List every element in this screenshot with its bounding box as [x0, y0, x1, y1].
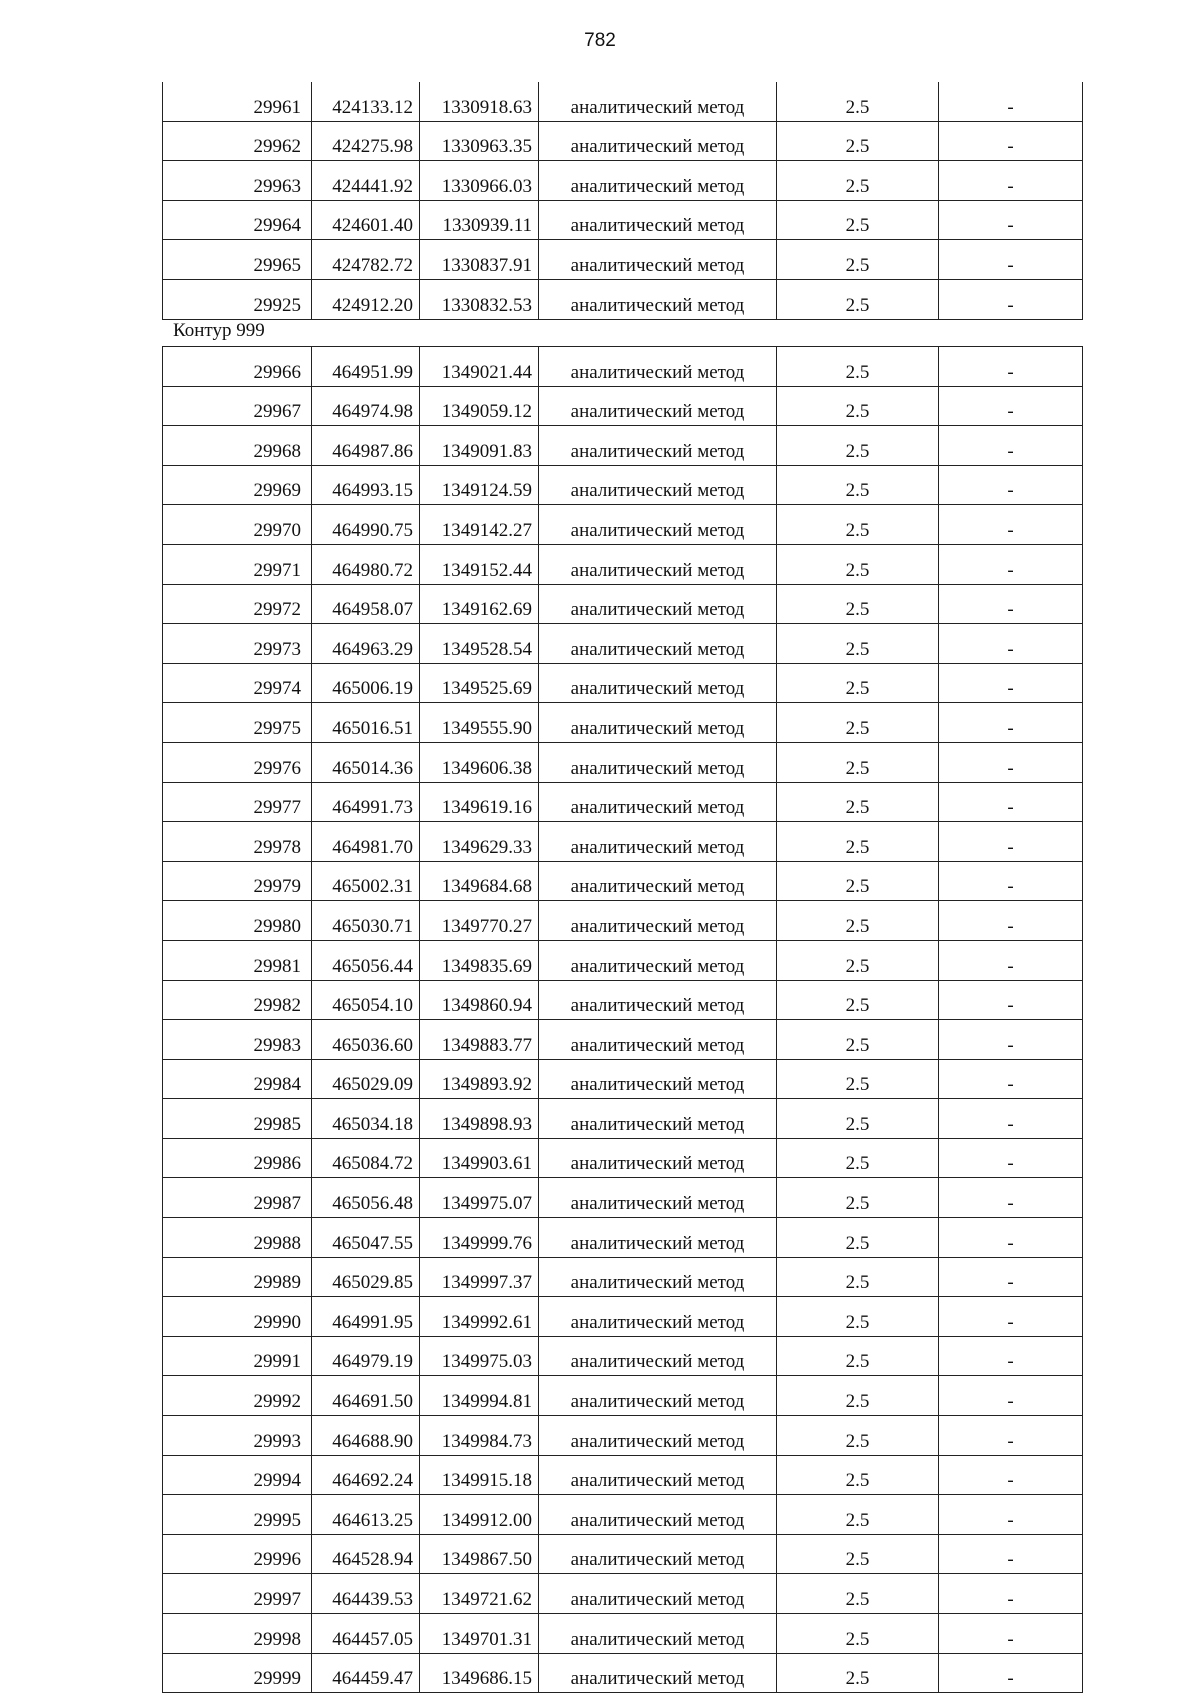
table-row: [163, 1376, 1083, 1416]
note-cell: -: [939, 1099, 1083, 1139]
note-cell: -: [939, 1455, 1083, 1495]
y-coordinate-cell: 1349525.69: [420, 663, 539, 703]
accuracy-cell: 2.5: [777, 1059, 939, 1099]
y-coordinate-cell: 1349915.18: [420, 1455, 539, 1495]
x-coordinate-cell: 424133.12: [312, 82, 420, 121]
method-cell: аналитический метод: [539, 584, 777, 624]
point-number-cell: 29997: [163, 1574, 312, 1614]
accuracy-cell: 2.5: [777, 901, 939, 941]
y-coordinate-cell: 1349619.16: [420, 782, 539, 822]
accuracy-cell: 2.5: [777, 703, 939, 743]
y-coordinate-cell: 1349162.69: [420, 584, 539, 624]
method-cell: аналитический метод: [539, 1020, 777, 1060]
x-coordinate-cell: 465036.60: [312, 1020, 420, 1060]
note-cell: -: [939, 663, 1083, 703]
contour-label: Контур 999: [173, 320, 265, 341]
note-cell: -: [939, 1218, 1083, 1258]
x-coordinate-cell: 465056.48: [312, 1178, 420, 1218]
table-row: [163, 742, 1083, 782]
point-number-cell: 29999: [163, 1653, 312, 1693]
x-coordinate-cell: 464958.07: [312, 584, 420, 624]
y-coordinate-cell: 1349629.33: [420, 822, 539, 862]
point-number-cell: 29972: [163, 584, 312, 624]
y-coordinate-cell: 1330966.03: [420, 161, 539, 201]
method-cell: аналитический метод: [539, 1138, 777, 1178]
table-row: [163, 1653, 1083, 1693]
point-number-cell: 29925: [163, 279, 312, 319]
x-coordinate-cell: 464981.70: [312, 822, 420, 862]
table-row: [163, 121, 1083, 161]
y-coordinate-cell: 1349903.61: [420, 1138, 539, 1178]
y-coordinate-cell: 1349770.27: [420, 901, 539, 941]
table-row: [163, 1336, 1083, 1376]
point-number-cell: 29967: [163, 386, 312, 426]
point-number-cell: 29964: [163, 200, 312, 240]
point-number-cell: 29971: [163, 544, 312, 584]
method-cell: аналитический метод: [539, 703, 777, 743]
x-coordinate-cell: 465054.10: [312, 980, 420, 1020]
point-number-cell: 29976: [163, 742, 312, 782]
x-coordinate-cell: 464991.73: [312, 782, 420, 822]
table-row: [163, 1138, 1083, 1178]
table-row: [163, 1574, 1083, 1614]
accuracy-cell: 2.5: [777, 742, 939, 782]
note-cell: -: [939, 1495, 1083, 1535]
y-coordinate-cell: 1349684.68: [420, 861, 539, 901]
accuracy-cell: 2.5: [777, 426, 939, 466]
note-cell: -: [939, 861, 1083, 901]
method-cell: аналитический метод: [539, 121, 777, 161]
x-coordinate-cell: 465034.18: [312, 1099, 420, 1139]
table-row: [163, 1416, 1083, 1456]
method-cell: аналитический метод: [539, 279, 777, 319]
y-coordinate-cell: 1349898.93: [420, 1099, 539, 1139]
point-number-cell: 29975: [163, 703, 312, 743]
accuracy-cell: 2.5: [777, 940, 939, 980]
accuracy-cell: 2.5: [777, 121, 939, 161]
table-row: [163, 426, 1083, 466]
accuracy-cell: 2.5: [777, 861, 939, 901]
accuracy-cell: 2.5: [777, 782, 939, 822]
accuracy-cell: 2.5: [777, 980, 939, 1020]
point-number-cell: 29979: [163, 861, 312, 901]
note-cell: -: [939, 1138, 1083, 1178]
note-cell: -: [939, 1534, 1083, 1574]
method-cell: аналитический метод: [539, 1653, 777, 1693]
table-row: [163, 1020, 1083, 1060]
x-coordinate-cell: 464457.05: [312, 1614, 420, 1654]
point-number-cell: 29978: [163, 822, 312, 862]
note-cell: -: [939, 584, 1083, 624]
method-cell: аналитический метод: [539, 161, 777, 201]
coordinates-table-contour-999-body: [163, 347, 1083, 1693]
coordinates-table-top-body: [163, 82, 1083, 319]
method-cell: аналитический метод: [539, 1059, 777, 1099]
point-number-cell: 29961: [163, 82, 312, 121]
coordinates-table-contour-999: [162, 346, 1083, 1693]
y-coordinate-cell: 1349152.44: [420, 544, 539, 584]
x-coordinate-cell: 465030.71: [312, 901, 420, 941]
note-cell: -: [939, 822, 1083, 862]
table-row: [163, 279, 1083, 319]
method-cell: аналитический метод: [539, 742, 777, 782]
note-cell: -: [939, 742, 1083, 782]
accuracy-cell: 2.5: [777, 1574, 939, 1614]
y-coordinate-cell: 1330939.11: [420, 200, 539, 240]
table-row: [163, 1495, 1083, 1535]
table-row: [163, 584, 1083, 624]
table-row: [163, 1099, 1083, 1139]
method-cell: аналитический метод: [539, 1336, 777, 1376]
x-coordinate-cell: 464688.90: [312, 1416, 420, 1456]
x-coordinate-cell: 424782.72: [312, 240, 420, 280]
y-coordinate-cell: 1349835.69: [420, 940, 539, 980]
note-cell: -: [939, 624, 1083, 664]
note-cell: -: [939, 240, 1083, 280]
x-coordinate-cell: 464528.94: [312, 1534, 420, 1574]
point-number-cell: 29987: [163, 1178, 312, 1218]
accuracy-cell: 2.5: [777, 1534, 939, 1574]
method-cell: аналитический метод: [539, 1495, 777, 1535]
note-cell: -: [939, 901, 1083, 941]
method-cell: аналитический метод: [539, 822, 777, 862]
method-cell: аналитический метод: [539, 901, 777, 941]
table-row: [163, 1059, 1083, 1099]
y-coordinate-cell: 1349994.81: [420, 1376, 539, 1416]
x-coordinate-cell: 424601.40: [312, 200, 420, 240]
table-row: [163, 703, 1083, 743]
point-number-cell: 29965: [163, 240, 312, 280]
table-row: [163, 663, 1083, 703]
table-row: [163, 505, 1083, 545]
accuracy-cell: 2.5: [777, 386, 939, 426]
note-cell: -: [939, 1020, 1083, 1060]
method-cell: аналитический метод: [539, 1257, 777, 1297]
note-cell: -: [939, 1376, 1083, 1416]
method-cell: аналитический метод: [539, 465, 777, 505]
table-row: [163, 1534, 1083, 1574]
x-coordinate-cell: 465029.09: [312, 1059, 420, 1099]
x-coordinate-cell: 464963.29: [312, 624, 420, 664]
accuracy-cell: 2.5: [777, 1495, 939, 1535]
y-coordinate-cell: 1349860.94: [420, 980, 539, 1020]
table-row: [163, 1178, 1083, 1218]
table-row: [163, 1614, 1083, 1654]
y-coordinate-cell: 1349912.00: [420, 1495, 539, 1535]
y-coordinate-cell: 1349992.61: [420, 1297, 539, 1337]
accuracy-cell: 2.5: [777, 1653, 939, 1693]
accuracy-cell: 2.5: [777, 822, 939, 862]
accuracy-cell: 2.5: [777, 200, 939, 240]
note-cell: -: [939, 82, 1083, 121]
table-row: [163, 901, 1083, 941]
x-coordinate-cell: 464691.50: [312, 1376, 420, 1416]
table-row: [163, 1297, 1083, 1337]
method-cell: аналитический метод: [539, 782, 777, 822]
point-number-cell: 29977: [163, 782, 312, 822]
y-coordinate-cell: 1330918.63: [420, 82, 539, 121]
x-coordinate-cell: 464987.86: [312, 426, 420, 466]
y-coordinate-cell: 1349124.59: [420, 465, 539, 505]
y-coordinate-cell: 1349021.44: [420, 347, 539, 387]
note-cell: -: [939, 782, 1083, 822]
note-cell: -: [939, 703, 1083, 743]
accuracy-cell: 2.5: [777, 1297, 939, 1337]
table-row: [163, 240, 1083, 280]
accuracy-cell: 2.5: [777, 544, 939, 584]
y-coordinate-cell: 1349997.37: [420, 1257, 539, 1297]
x-coordinate-cell: 465029.85: [312, 1257, 420, 1297]
method-cell: аналитический метод: [539, 82, 777, 121]
y-coordinate-cell: 1330832.53: [420, 279, 539, 319]
accuracy-cell: 2.5: [777, 624, 939, 664]
method-cell: аналитический метод: [539, 1574, 777, 1614]
accuracy-cell: 2.5: [777, 505, 939, 545]
table-row: [163, 624, 1083, 664]
method-cell: аналитический метод: [539, 1297, 777, 1337]
x-coordinate-cell: 464613.25: [312, 1495, 420, 1535]
note-cell: -: [939, 386, 1083, 426]
note-cell: -: [939, 1653, 1083, 1693]
table-row: [163, 347, 1083, 387]
method-cell: аналитический метод: [539, 1455, 777, 1495]
note-cell: -: [939, 426, 1083, 466]
accuracy-cell: 2.5: [777, 279, 939, 319]
table-row: [163, 82, 1083, 121]
x-coordinate-cell: 464993.15: [312, 465, 420, 505]
x-coordinate-cell: 465002.31: [312, 861, 420, 901]
note-cell: -: [939, 1178, 1083, 1218]
method-cell: аналитический метод: [539, 1534, 777, 1574]
point-number-cell: 29988: [163, 1218, 312, 1258]
table-row: [163, 822, 1083, 862]
accuracy-cell: 2.5: [777, 82, 939, 121]
point-number-cell: 29996: [163, 1534, 312, 1574]
note-cell: -: [939, 544, 1083, 584]
note-cell: -: [939, 279, 1083, 319]
accuracy-cell: 2.5: [777, 1178, 939, 1218]
note-cell: -: [939, 505, 1083, 545]
point-number-cell: 29993: [163, 1416, 312, 1456]
accuracy-cell: 2.5: [777, 1099, 939, 1139]
note-cell: -: [939, 1574, 1083, 1614]
method-cell: аналитический метод: [539, 624, 777, 664]
y-coordinate-cell: 1349999.76: [420, 1218, 539, 1258]
point-number-cell: 29989: [163, 1257, 312, 1297]
method-cell: аналитический метод: [539, 980, 777, 1020]
y-coordinate-cell: 1349867.50: [420, 1534, 539, 1574]
table-row: [163, 861, 1083, 901]
y-coordinate-cell: 1349091.83: [420, 426, 539, 466]
y-coordinate-cell: 1349686.15: [420, 1653, 539, 1693]
table-row: [163, 980, 1083, 1020]
accuracy-cell: 2.5: [777, 663, 939, 703]
method-cell: аналитический метод: [539, 544, 777, 584]
accuracy-cell: 2.5: [777, 1614, 939, 1654]
point-number-cell: 29974: [163, 663, 312, 703]
method-cell: аналитический метод: [539, 1416, 777, 1456]
x-coordinate-cell: 464991.95: [312, 1297, 420, 1337]
y-coordinate-cell: 1330963.35: [420, 121, 539, 161]
y-coordinate-cell: 1349142.27: [420, 505, 539, 545]
note-cell: -: [939, 1257, 1083, 1297]
y-coordinate-cell: 1349975.07: [420, 1178, 539, 1218]
x-coordinate-cell: 465006.19: [312, 663, 420, 703]
table-row: [163, 544, 1083, 584]
point-number-cell: 29962: [163, 121, 312, 161]
method-cell: аналитический метод: [539, 347, 777, 387]
x-coordinate-cell: 465056.44: [312, 940, 420, 980]
method-cell: аналитический метод: [539, 426, 777, 466]
y-coordinate-cell: 1349721.62: [420, 1574, 539, 1614]
table-row: [163, 465, 1083, 505]
method-cell: аналитический метод: [539, 200, 777, 240]
accuracy-cell: 2.5: [777, 161, 939, 201]
y-coordinate-cell: 1349975.03: [420, 1336, 539, 1376]
method-cell: аналитический метод: [539, 240, 777, 280]
note-cell: -: [939, 1614, 1083, 1654]
y-coordinate-cell: 1349984.73: [420, 1416, 539, 1456]
method-cell: аналитический метод: [539, 1178, 777, 1218]
point-number-cell: 29970: [163, 505, 312, 545]
table-row: [163, 1257, 1083, 1297]
point-number-cell: 29985: [163, 1099, 312, 1139]
x-coordinate-cell: 464974.98: [312, 386, 420, 426]
method-cell: аналитический метод: [539, 940, 777, 980]
accuracy-cell: 2.5: [777, 1020, 939, 1060]
method-cell: аналитический метод: [539, 663, 777, 703]
table-row: [163, 940, 1083, 980]
table-row: [163, 782, 1083, 822]
point-number-cell: 29969: [163, 465, 312, 505]
note-cell: -: [939, 121, 1083, 161]
accuracy-cell: 2.5: [777, 1218, 939, 1258]
x-coordinate-cell: 464980.72: [312, 544, 420, 584]
point-number-cell: 29968: [163, 426, 312, 466]
x-coordinate-cell: 464990.75: [312, 505, 420, 545]
note-cell: -: [939, 1297, 1083, 1337]
y-coordinate-cell: 1349893.92: [420, 1059, 539, 1099]
method-cell: аналитический метод: [539, 1099, 777, 1139]
x-coordinate-cell: 465084.72: [312, 1138, 420, 1178]
x-coordinate-cell: 465014.36: [312, 742, 420, 782]
x-coordinate-cell: 464459.47: [312, 1653, 420, 1693]
y-coordinate-cell: 1349528.54: [420, 624, 539, 664]
note-cell: -: [939, 161, 1083, 201]
accuracy-cell: 2.5: [777, 1376, 939, 1416]
x-coordinate-cell: 464979.19: [312, 1336, 420, 1376]
method-cell: аналитический метод: [539, 1218, 777, 1258]
point-number-cell: 29966: [163, 347, 312, 387]
table-row: [163, 200, 1083, 240]
accuracy-cell: 2.5: [777, 1257, 939, 1297]
note-cell: -: [939, 347, 1083, 387]
accuracy-cell: 2.5: [777, 347, 939, 387]
point-number-cell: 29984: [163, 1059, 312, 1099]
accuracy-cell: 2.5: [777, 1416, 939, 1456]
y-coordinate-cell: 1349059.12: [420, 386, 539, 426]
point-number-cell: 29995: [163, 1495, 312, 1535]
note-cell: -: [939, 1336, 1083, 1376]
point-number-cell: 29991: [163, 1336, 312, 1376]
x-coordinate-cell: 464692.24: [312, 1455, 420, 1495]
point-number-cell: 29994: [163, 1455, 312, 1495]
page-number: 782: [584, 30, 616, 51]
method-cell: аналитический метод: [539, 1614, 777, 1654]
x-coordinate-cell: 464439.53: [312, 1574, 420, 1614]
accuracy-cell: 2.5: [777, 1455, 939, 1495]
point-number-cell: 29980: [163, 901, 312, 941]
y-coordinate-cell: 1349555.90: [420, 703, 539, 743]
method-cell: аналитический метод: [539, 1376, 777, 1416]
table-row: [163, 161, 1083, 201]
point-number-cell: 29981: [163, 940, 312, 980]
y-coordinate-cell: 1330837.91: [420, 240, 539, 280]
y-coordinate-cell: 1349606.38: [420, 742, 539, 782]
method-cell: аналитический метод: [539, 386, 777, 426]
x-coordinate-cell: 424441.92: [312, 161, 420, 201]
accuracy-cell: 2.5: [777, 240, 939, 280]
table-row: [163, 1218, 1083, 1258]
note-cell: -: [939, 200, 1083, 240]
y-coordinate-cell: 1349701.31: [420, 1614, 539, 1654]
accuracy-cell: 2.5: [777, 1336, 939, 1376]
note-cell: -: [939, 980, 1083, 1020]
table-row: [163, 1455, 1083, 1495]
point-number-cell: 29982: [163, 980, 312, 1020]
point-number-cell: 29992: [163, 1376, 312, 1416]
x-coordinate-cell: 465047.55: [312, 1218, 420, 1258]
point-number-cell: 29998: [163, 1614, 312, 1654]
coordinates-table-top: [162, 82, 1083, 320]
note-cell: -: [939, 940, 1083, 980]
point-number-cell: 29963: [163, 161, 312, 201]
y-coordinate-cell: 1349883.77: [420, 1020, 539, 1060]
accuracy-cell: 2.5: [777, 465, 939, 505]
method-cell: аналитический метод: [539, 505, 777, 545]
x-coordinate-cell: 464951.99: [312, 347, 420, 387]
point-number-cell: 29986: [163, 1138, 312, 1178]
x-coordinate-cell: 424275.98: [312, 121, 420, 161]
accuracy-cell: 2.5: [777, 584, 939, 624]
note-cell: -: [939, 1059, 1083, 1099]
accuracy-cell: 2.5: [777, 1138, 939, 1178]
note-cell: -: [939, 1416, 1083, 1456]
method-cell: аналитический метод: [539, 861, 777, 901]
table-row: [163, 386, 1083, 426]
point-number-cell: 29990: [163, 1297, 312, 1337]
x-coordinate-cell: 465016.51: [312, 703, 420, 743]
point-number-cell: 29983: [163, 1020, 312, 1060]
note-cell: -: [939, 465, 1083, 505]
point-number-cell: 29973: [163, 624, 312, 664]
x-coordinate-cell: 424912.20: [312, 279, 420, 319]
